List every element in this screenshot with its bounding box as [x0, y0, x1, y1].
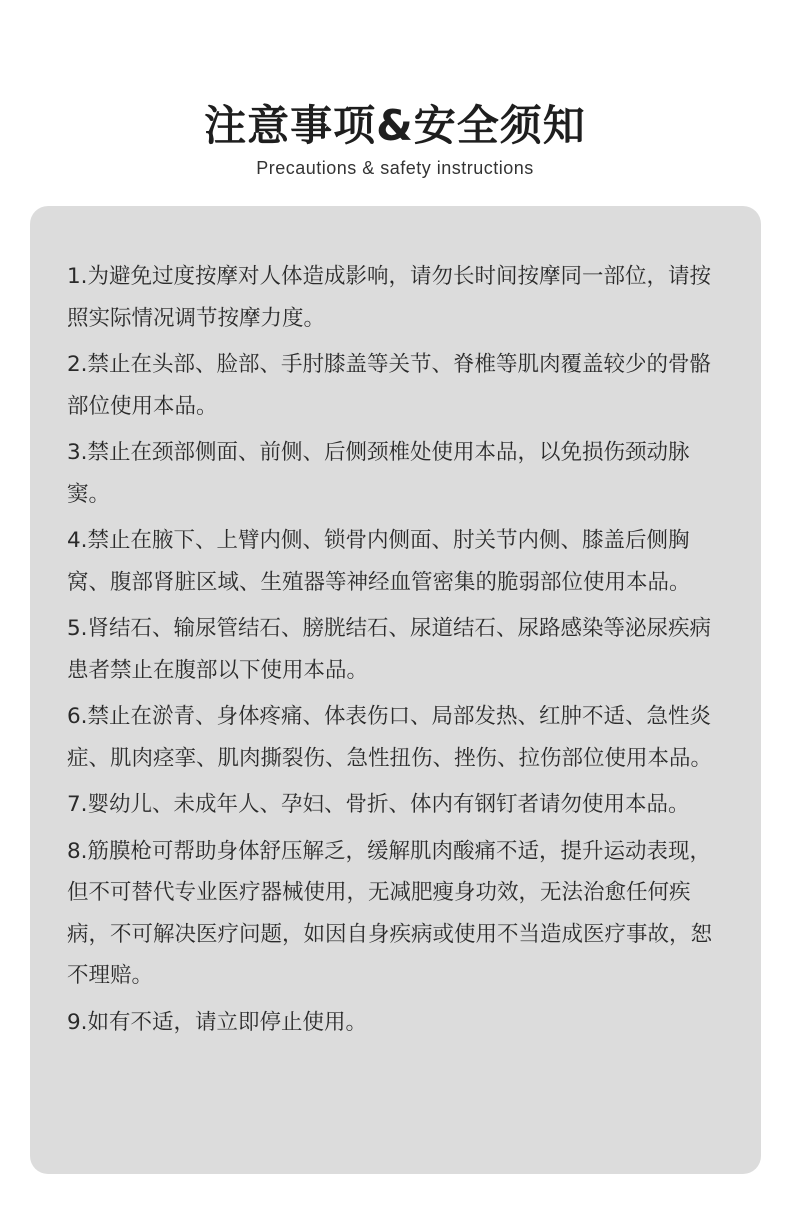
precautions-panel: [30, 206, 761, 1174]
precaution-item-5: 5.肾结石、输尿管结石、膀胱结石、尿道结石、尿路感染等泌尿疾病患者禁止在腹部以下使用本品。: [67, 616, 712, 683]
precaution-item-4: 4.禁止在腋下、上臂内侧、锁骨内侧面、肘关节内侧、膝盖后侧胸窝、腹部肾脏区域、生殖器等神经血管密集的脆弱部位使用本品。: [67, 528, 691, 595]
precaution-item-2: 2.禁止在头部、脸部、手肘膝盖等关节、脊椎等肌肉覆盖较少的骨骼部位使用本品。: [67, 352, 712, 419]
precaution-item-7: 7.婴幼儿、未成年人、孕妇、骨折、体内有钢钉者请勿使用本品。: [67, 792, 690, 817]
page-header: [0, 96, 790, 180]
page-subtitle: Precautions & safety instructions: [256, 158, 534, 178]
precaution-item-6: 6.禁止在淤青、身体疼痛、体表伤口、局部发热、红肿不适、急性炎症、肌肉痉挛、肌肉撕裂伤、急性扭伤、挫伤、拉伤部位使用本品。: [67, 704, 713, 771]
precaution-item-9: 9.如有不适，请立即停止使用。: [67, 1009, 368, 1035]
precaution-item-3: 3.禁止在颈部侧面、前侧、后侧颈椎处使用本品，以免损伤颈动脉窦。: [67, 440, 690, 507]
precaution-item-1: 1.为避免过度按摩对人体造成影响，请勿长时间按摩同一部位，请按照实际情况调节按摩力度。: [67, 264, 712, 331]
precaution-item-8: 8.筋膜枪可帮助身体舒压解乏，缓解肌肉酸痛不适，提升运动表现，但不可替代专业医疗器械使用，无减肥瘦身功效，无法治愈任何疾病，不可解决医疗问题，如因自身疾病或使用不当造成医疗事故，恕不理赔。: [67, 838, 713, 988]
page-title: 注意事项&安全须知: [204, 101, 586, 150]
